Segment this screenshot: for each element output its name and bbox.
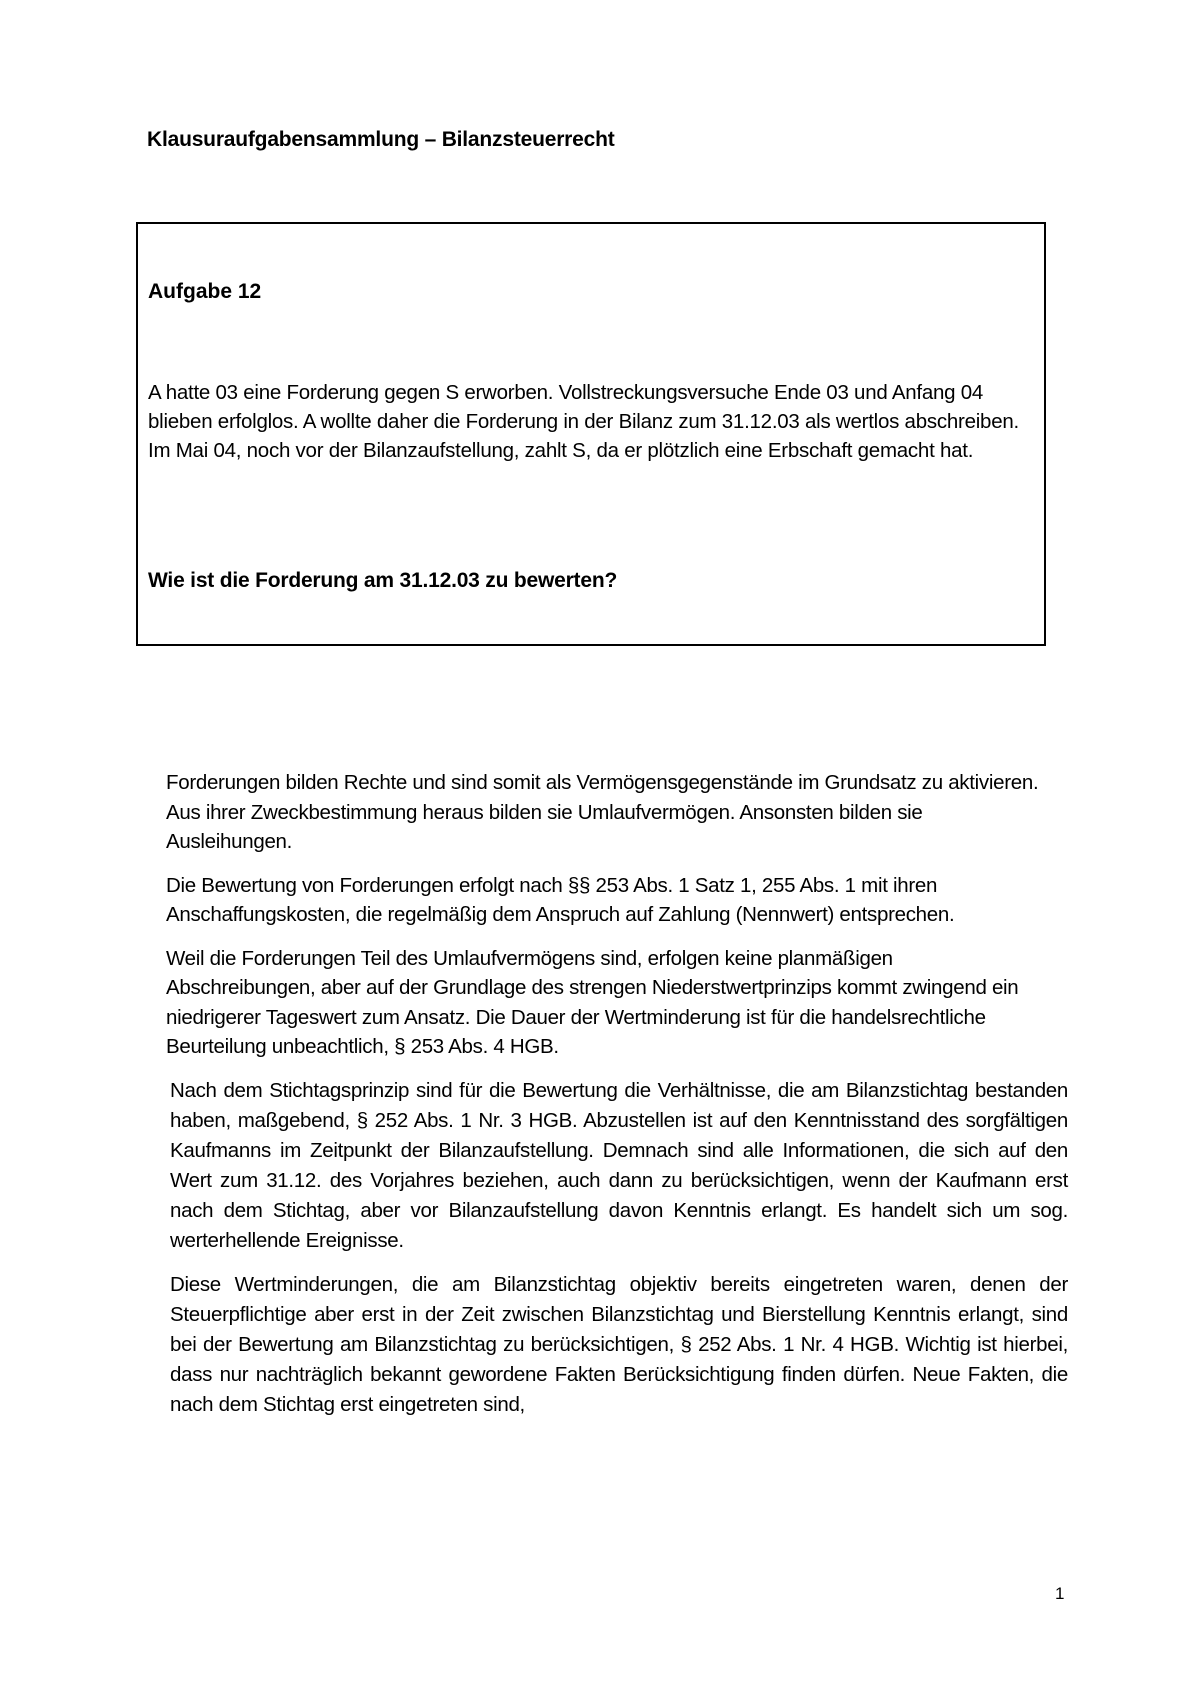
paragraph: Diese Wertminderungen, die am Bilanzstichtag objektiv bereits eingetreten waren, denen der Steuerpflichtige aber erst in der Zeit zwischen Bilanzstichtag und Bierstellung Kenntnis erlangt, sind bei der Bewertung am Bilanzstichtag zu berücksichtigen, § 252 Abs. 1 Nr. 4 HGB. Wichtig ist hierbei, dass nur nachträglich bekannt gewordene Fakten Berücksichtigung finden dürfen. Neue Fakten, die nach dem Stichtag erst eingetreten sind, [170, 1272, 1068, 1416]
paragraph: Weil die Forderungen Teil des Umlaufvermögens sind, erfolgen keine planmäßigen Abschreibungen, aber auf der Grundlage des strengen Niederstwertprinzips kommt zwingend ein niedrigerer Tageswert zum Ansatz. Die Dauer der Wertminderung ist für die handelsrechtliche Beurteilung unbeachtlich, § 253 Abs. 4 HGB. [166, 946, 1019, 1058]
solution-text [166, 768, 1066, 1434]
task-title: Aufgabe 12 [148, 280, 262, 303]
task-question: Wie ist die Forderung am 31.12.03 zu bewerten? [148, 569, 618, 592]
page-title: Klausuraufgabensammlung – Bilanzsteuerrecht [147, 128, 615, 151]
task-box [136, 222, 1046, 646]
page-number: 1 [1055, 1584, 1065, 1603]
paragraph: Die Bewertung von Forderungen erfolgt nach §§ 253 Abs. 1 Satz 1, 255 Abs. 1 mit ihren Anschaffungskosten, die regelmäßig dem Anspruch auf Zahlung (Nennwert) entsprechen. [166, 873, 955, 926]
paragraph: Nach dem Stichtagsprinzip sind für die Bewertung die Verhältnisse, die am Bilanzstichtag bestanden haben, maßgebend, § 252 Abs. 1 Nr. 3 HGB. Abzustellen ist auf den Kenntnisstand des sorgfältigen Kaufmanns im Zeitpunkt der Bilanzaufstellung. Demnach sind alle Informationen, die sich auf den Wert zum 31.12. des Vorjahres beziehen, auch dann zu berücksichtigen, wenn der Kaufmann erst nach dem Stichtag, aber vor Bilanzaufstellung davon Kenntnis erlangt. Es handelt sich um sog. werterhellende Ereignisse. [170, 1078, 1068, 1252]
task-description: A hatte 03 eine Forderung gegen S erworben. Vollstreckungsversuche Ende 03 und Anfang 04 blieben erfolglos. A wollte daher die Forderung in der Bilanz zum 31.12.03 als wertlos abschreiben. Im Mai 04, noch vor der Bilanzaufstellung, zahlt S, da er plötzlich eine Erbschaft gemacht hat. [148, 381, 1019, 462]
paragraph: Forderungen bilden Rechte und sind somit als Vermögensgegenstände im Grundsatz zu aktivieren. Aus ihrer Zweckbestimmung heraus bilden sie Umlaufvermögen. Ansonsten bilden sie Ausleihungen. [166, 771, 1039, 853]
